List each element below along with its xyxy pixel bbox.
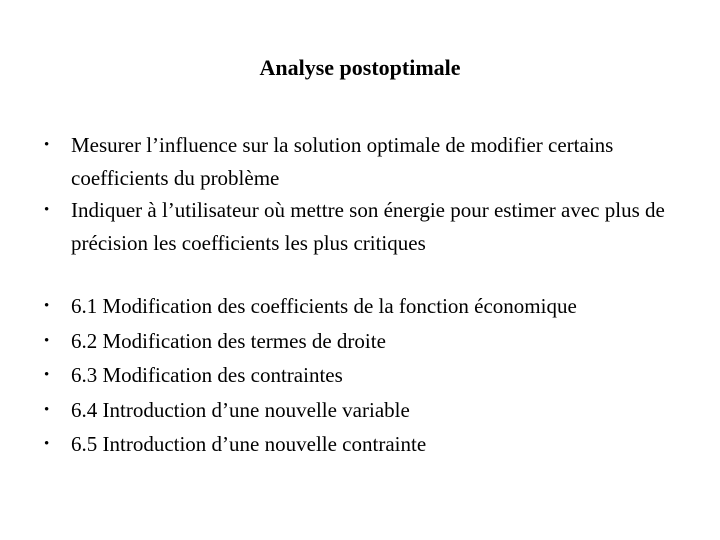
slide-title: Analyse postoptimale [259,55,461,80]
bullet-icon: • [44,298,50,314]
section-item-6-3 [44,358,694,393]
bullet-text: 6.1 Modification des coefficients de la fonction économique [71,294,577,318]
section-item-6-4 [44,393,694,428]
bullet-icon: • [44,367,50,383]
bullet-text: 6.4 Introduction d’une nouvelle variable [71,397,410,422]
bullet-text: 6.5 Introduction d’une nouvelle contrainte [71,432,427,456]
bullet-icon: • [44,202,50,218]
bullet-icon: • [44,401,50,418]
section-item-6-2 [44,324,694,359]
intro-bullet-list [44,129,694,259]
bullet-text: 6.2 Modification des termes de droite [71,328,386,353]
section-item-6-1 [44,289,694,324]
section-bullet-list [44,289,694,462]
bullet-icon: • [44,137,50,153]
bullet-item [44,129,694,194]
bullet-text: Mesurer l’influence sur la solution optimale de modifier certains coefficients du problème [71,133,614,190]
bullet-icon: • [44,332,50,349]
bullet-icon: • [44,436,50,452]
bullet-item [44,194,694,259]
section-item-6-5 [44,427,694,462]
bullet-text: 6.3 Modification des contraintes [71,363,343,387]
bullet-text: Indiquer à l’utilisateur où mettre son énergie pour estimer avec plus de précision les coefficients les plus critiques [71,198,665,255]
